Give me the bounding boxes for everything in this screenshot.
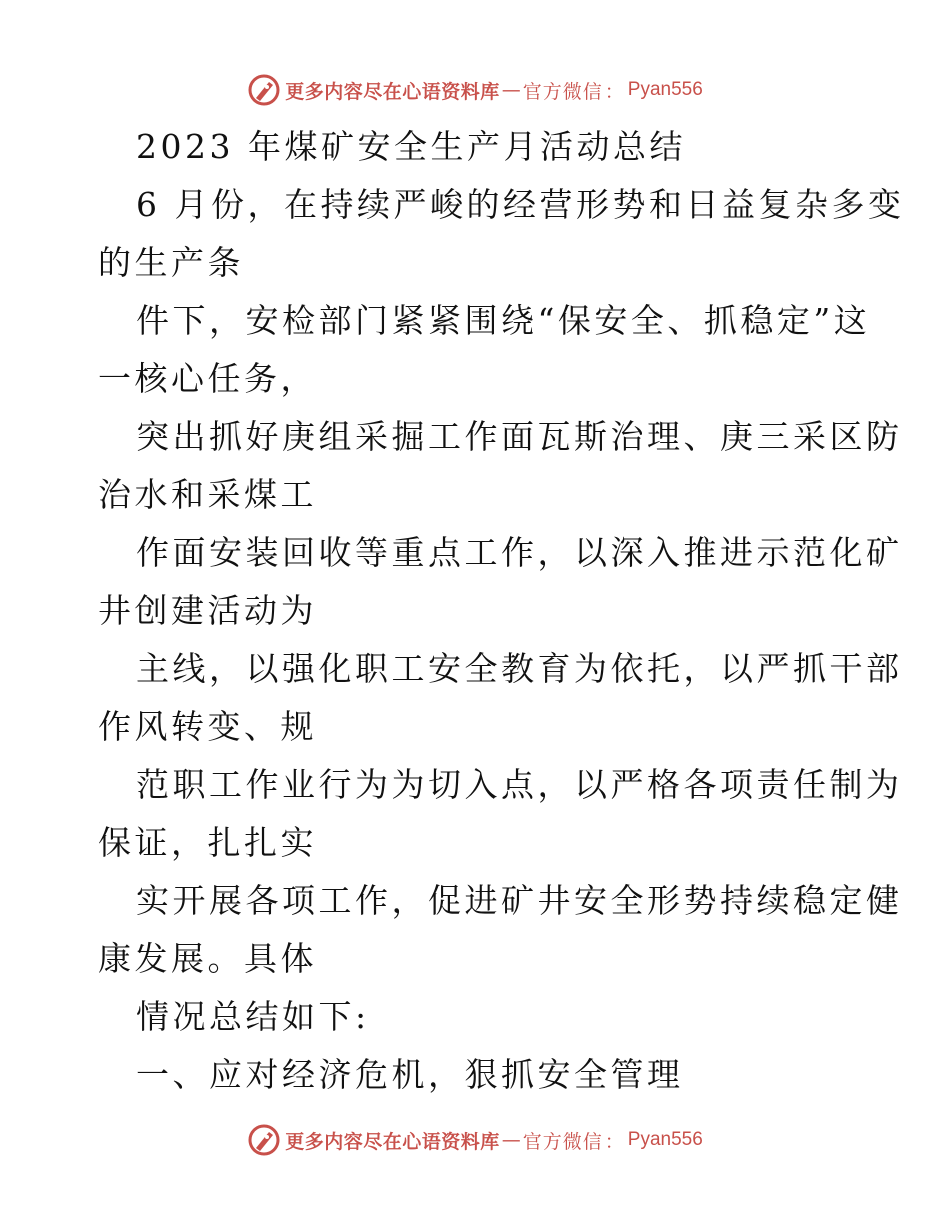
doc-line-11: 作风转变、规 — [98, 707, 317, 746]
doc-line-5: 一核心任务， — [98, 359, 317, 398]
doc-line-12: 范职工作业行为为切入点，以严格各项责任制为 — [136, 765, 903, 804]
doc-line-10: 主线，以强化职工安全教育为依托，以严抓干部 — [136, 649, 903, 688]
doc-line-3: 的生产条 — [98, 243, 244, 282]
document-body — [98, 118, 905, 1104]
watermark-wechat-id: Pyan556 — [627, 1129, 703, 1150]
doc-line-2: 6 月份，在持续严峻的经营形势和日益复杂多变 — [136, 185, 905, 224]
doc-line-8: 作面安装回收等重点工作，以深入推进示范化矿 — [136, 533, 903, 572]
header-watermark — [0, 70, 950, 110]
watermark-main-text: 更多内容尽在心语资料库 — [285, 80, 500, 103]
pen-nib-logo-icon — [247, 1123, 281, 1157]
watermark-colon: ： — [604, 80, 624, 103]
doc-line-13: 保证，扎扎实 — [98, 823, 317, 862]
watermark-main-text: 更多内容尽在心语资料库 — [285, 1130, 500, 1153]
doc-line-9: 井创建活动为 — [98, 591, 317, 630]
watermark-dash: — — [501, 1129, 521, 1151]
doc-line-14: 实开展各项工作，促进矿井安全形势持续稳定健 — [136, 881, 903, 920]
watermark-official-label: 官方微信 — [522, 80, 603, 103]
footer-watermark — [0, 1120, 950, 1160]
pen-nib-logo-icon — [247, 73, 281, 107]
watermark-wechat-id: Pyan556 — [627, 79, 703, 100]
watermark-colon: ： — [604, 1130, 624, 1153]
watermark-dash: — — [501, 79, 521, 101]
doc-line-16: 情况总结如下: — [136, 997, 370, 1036]
doc-line-1: 2023 年煤矿安全生产月活动总结 — [136, 127, 686, 166]
doc-line-17: 一、应对经济危机，狠抓安全管理 — [136, 1055, 684, 1094]
doc-line-6: 突出抓好庚组采掘工作面瓦斯治理、庚三采区防 — [136, 417, 903, 456]
doc-line-4: 件下，安检部门紧紧围绕“保安全、抓稳定”这 — [136, 301, 871, 340]
doc-line-7: 治水和采煤工 — [98, 475, 317, 514]
watermark-official-label: 官方微信 — [522, 1130, 603, 1153]
doc-line-15: 康发展。具体 — [98, 939, 317, 978]
